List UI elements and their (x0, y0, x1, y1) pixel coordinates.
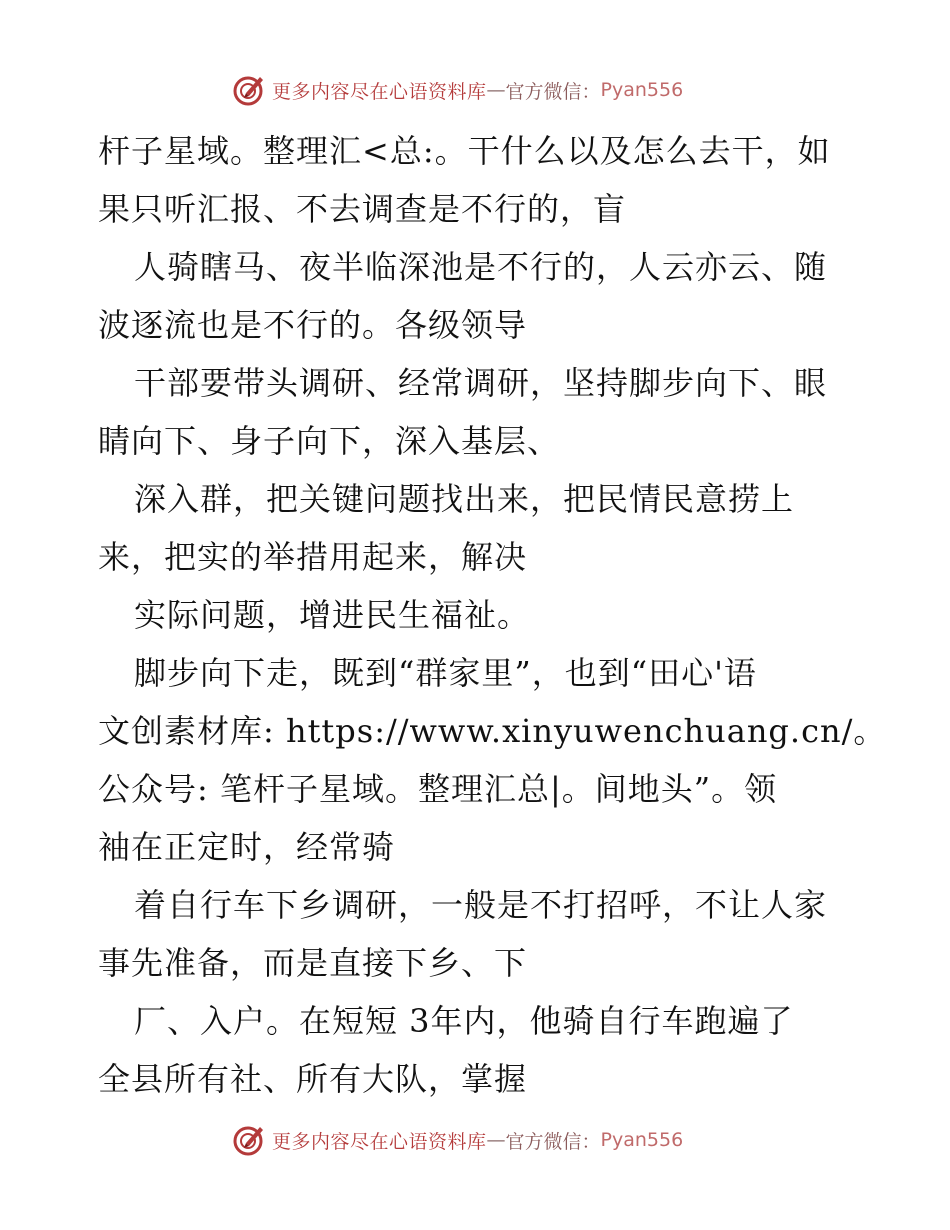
text-line: 袖在正定时，经常骑 (98, 828, 396, 866)
text-line: 实际问题，增进民生福祉。 (134, 596, 531, 634)
banner-text: 更多内容尽在心语资料库 (272, 80, 487, 103)
pen-logo-icon (232, 73, 266, 107)
text-line: 睛向下、身子向下，深入基层、 (98, 422, 561, 460)
text-line: 干部要带头调研、经常调研，坚持脚步向下、眼 (134, 364, 828, 402)
footer-banner (232, 1120, 683, 1160)
banner-wechat-id: Pyan556 (600, 79, 684, 101)
document-body (98, 122, 887, 1108)
text-line: 果只听汇报、不去调查是不行的，盲 (98, 190, 627, 228)
text-line: 全县所有社、所有大队，掌握 (98, 1060, 528, 1098)
banner-wechat-id: Pyan556 (600, 1129, 684, 1151)
banner-separator: — (486, 79, 506, 101)
banner-label: 官方微信： (505, 1130, 601, 1153)
text-line: 深入群，把关键问题找出来，把民情民意捞上 (134, 480, 795, 518)
text-line: 文创素材库: https://www.xinyuwenchuang.cn/。 (98, 712, 887, 750)
header-banner (232, 70, 683, 110)
banner-separator: — (486, 1129, 506, 1151)
pen-logo-icon (232, 1123, 266, 1157)
banner-label: 官方微信： (505, 80, 601, 103)
text-line: 杆子星域。整理汇<总:。干什么以及怎么去干，如 (98, 132, 831, 170)
text-line: 人骑瞎马、夜半临深池是不行的，人云亦云、随 (134, 248, 828, 286)
text-line: 着自行车下乡调研，一般是不打招呼，不让人家 (134, 886, 828, 924)
banner-text: 更多内容尽在心语资料库 (272, 1130, 487, 1153)
text-line: 公众号: 笔杆子星域。整理汇总|。间地头”。领 (98, 770, 778, 808)
text-line: 脚步向下走，既到“群家里”，也到“田心'语 (134, 654, 757, 692)
text-line: 波逐流也是不行的。各级领导 (98, 306, 528, 344)
text-line: 来，把实的举措用起来，解决 (98, 538, 528, 576)
text-line: 事先准备，而是直接下乡、下 (98, 944, 528, 982)
text-line: 厂、入户。在短短 3年内，他骑自行车跑遍了 (134, 1002, 794, 1040)
